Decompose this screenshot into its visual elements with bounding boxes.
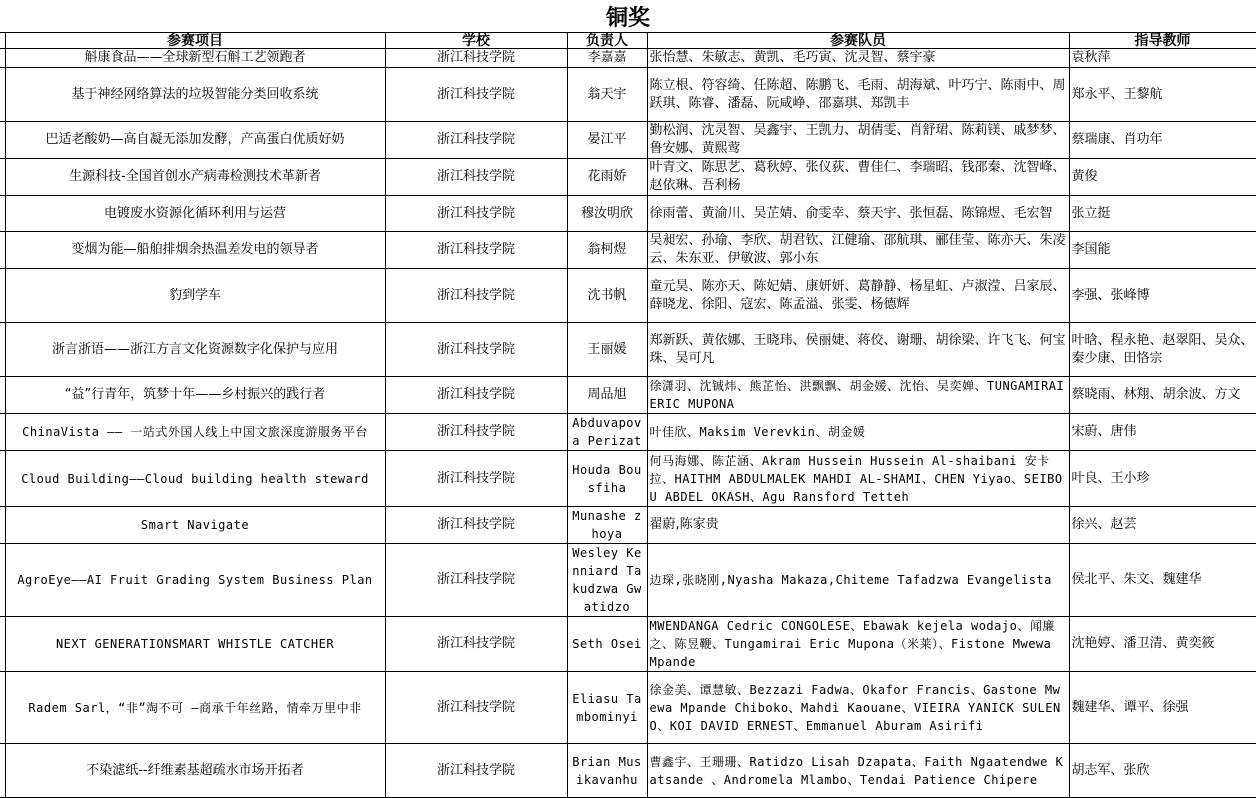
team-cell[interactable]: 郑新跃、黄依娜、王晓玮、侯丽婕、蒋佼、谢珊、胡徐梁、许飞飞、何宝珠、吴可凡 [647, 323, 1069, 377]
school-cell[interactable]: 浙江科技学院 [385, 232, 567, 269]
leader-cell[interactable]: 穆汝明欣 [567, 196, 647, 232]
project-cell[interactable]: NEXT GENERATIONSMART WHISTLE CATCHER [5, 617, 385, 672]
school-cell[interactable]: 浙江科技学院 [385, 544, 567, 617]
table-body [0, 49, 1256, 798]
team-cell[interactable]: 勤松润、沈灵智、吴鑫宇、王凯力、胡倩雯、肖舒珺、陈莉镁、戚梦梦、鲁安娜、黄熙莺 [647, 122, 1069, 159]
table-row [0, 196, 1256, 232]
leader-cell[interactable]: 翁柯煜 [567, 232, 647, 269]
teacher-cell[interactable]: 侯北平、朱文、魏建华 [1069, 544, 1256, 617]
table-row [0, 414, 1256, 451]
table-row [0, 159, 1256, 196]
leader-cell[interactable]: 晏江平 [567, 122, 647, 159]
leader-cell[interactable]: Seth Osei [567, 617, 647, 672]
project-cell[interactable]: 生源科技-全国首创水产病毒检测技术革新者 [5, 159, 385, 196]
table-row [0, 544, 1256, 617]
table-row [0, 617, 1256, 672]
table-row [0, 323, 1256, 377]
school-cell[interactable]: 浙江科技学院 [385, 196, 567, 232]
project-cell[interactable]: “益”行青年，筑梦十年——乡村振兴的践行者 [5, 377, 385, 414]
header-school[interactable]: 学校 [385, 33, 567, 49]
header-project[interactable]: 参赛项目 [5, 33, 385, 49]
leader-cell[interactable]: Munashe zhoya [567, 507, 647, 544]
leader-cell[interactable]: Houda Bousfiha [567, 451, 647, 507]
school-cell[interactable]: 浙江科技学院 [385, 323, 567, 377]
teacher-cell[interactable]: 李强、张峰博 [1069, 269, 1256, 323]
school-cell[interactable]: 浙江科技学院 [385, 68, 567, 122]
teacher-cell[interactable]: 徐兴、赵芸 [1069, 507, 1256, 544]
header-teacher[interactable]: 指导教师 [1069, 33, 1256, 49]
school-cell[interactable]: 浙江科技学院 [385, 122, 567, 159]
project-cell[interactable]: Smart Navigate [5, 507, 385, 544]
sheet-title: 铜奖 [0, 0, 1256, 33]
teacher-cell[interactable]: 宋蔚、唐伟 [1069, 414, 1256, 451]
teacher-cell[interactable]: 叶晗、程永艳、赵翠阳、吴众、秦少康、田恪宗 [1069, 323, 1256, 377]
leader-cell[interactable]: Wesley Kenniard Takudzwa Gwatidzo [567, 544, 647, 617]
team-cell[interactable]: 叶青文、陈思艺、葛秋婷、张仪荻、曹佳仁、李瑞昭、钱邵秦、沈智峰、赵依琳、吾利杨 [647, 159, 1069, 196]
team-cell[interactable]: 徐雨蕾、黄渝川、吴芷婧、俞雯幸、蔡天宇、张恒磊、陈锦煜、毛宏智 [647, 196, 1069, 232]
leader-cell[interactable]: 王丽媛 [567, 323, 647, 377]
project-cell[interactable]: 巴适老酸奶—高自凝无添加发酵，产高蛋白优质好奶 [5, 122, 385, 159]
teacher-cell[interactable]: 魏建华、谭平、徐强 [1069, 672, 1256, 744]
table-row [0, 68, 1256, 122]
teacher-cell[interactable]: 蔡晓雨、林翔、胡余波、方文 [1069, 377, 1256, 414]
project-cell[interactable]: 基于神经网络算法的垃圾智能分类回收系统 [5, 68, 385, 122]
project-cell[interactable]: AgroEye——AI Fruit Grading System Business Plan [5, 544, 385, 617]
teacher-cell[interactable]: 郑永平、王黎航 [1069, 68, 1256, 122]
project-cell[interactable]: Cloud Building——Cloud building health steward [5, 451, 385, 507]
project-cell[interactable]: 豹到学车 [5, 269, 385, 323]
project-cell[interactable]: 电镀废水资源化循环利用与运营 [5, 196, 385, 232]
project-cell[interactable]: Radem Sarl，“非”淘不可 —商承千年丝路，情牵万里中非 [5, 672, 385, 744]
awards-table [0, 32, 1256, 798]
project-cell[interactable]: 变烟为能—船舶排烟余热温差发电的领导者 [5, 232, 385, 269]
team-cell[interactable]: 徐金美、谭慧敏、Bezzazi Fadwa、Okafor Francis、Gastone Mwewa Mpande Chiboko、Mahdi Kaouane、VIEIRA YANICK SULENO、KOI DAVID ERNEST、Emmanuel Aburam Asirifi [647, 672, 1069, 744]
teacher-cell[interactable]: 张立挺 [1069, 196, 1256, 232]
team-cell[interactable]: 张怡慧、朱敏志、黄凯、毛巧寅、沈灵智、蔡宇豪 [647, 49, 1069, 68]
teacher-cell[interactable]: 李国能 [1069, 232, 1256, 269]
table-row [0, 49, 1256, 68]
leader-cell[interactable]: 沈书帆 [567, 269, 647, 323]
table-row [0, 269, 1256, 323]
table-row [0, 232, 1256, 269]
school-cell[interactable]: 浙江科技学院 [385, 414, 567, 451]
table-row [0, 122, 1256, 159]
teacher-cell[interactable]: 黄俊 [1069, 159, 1256, 196]
teacher-cell[interactable]: 沈艳婷、潘卫清、黄奕筱 [1069, 617, 1256, 672]
school-cell[interactable]: 浙江科技学院 [385, 49, 567, 68]
header-leader[interactable]: 负责人 [567, 33, 647, 49]
team-cell[interactable]: 陈立根、符容绮、任陈超、陈鹏飞、毛雨、胡海斌、叶巧宁、陈雨中、周跃琪、陈睿、潘磊、阮咸峥、邵嘉琪、郑凯丰 [647, 68, 1069, 122]
teacher-cell[interactable]: 叶良、王小珍 [1069, 451, 1256, 507]
team-cell[interactable]: 曹鑫宇、王珊珊、Ratidzo Lisah Dzapata、Faith Ngaatendwe Katsande 、Andromela Mlambo、Tendai Patience Chipere [647, 744, 1069, 798]
project-cell[interactable]: 斛康食品——全球新型石斛工艺领跑者 [5, 49, 385, 68]
school-cell[interactable]: 浙江科技学院 [385, 617, 567, 672]
table-row [0, 672, 1256, 744]
table-row [0, 744, 1256, 798]
project-cell[interactable]: 浙言浙语——浙江方言文化资源数字化保护与应用 [5, 323, 385, 377]
leader-cell[interactable]: 翁天宇 [567, 68, 647, 122]
team-cell[interactable]: 何马海娜、陈芷涵、Akram Hussein Hussein Al-shaibani 安卡拉、HAITHM ABDULMALEK MAHDI AL-SHAMI、CHEN Yiyao、SEIBOU ABDEL OKASH、Agu Ransford Tetteh [647, 451, 1069, 507]
table-row [0, 377, 1256, 414]
leader-cell[interactable]: 花雨娇 [567, 159, 647, 196]
school-cell[interactable]: 浙江科技学院 [385, 269, 567, 323]
project-cell[interactable]: ChinaVista —— 一站式外国人线上中国文旅深度游服务平台 [5, 414, 385, 451]
leader-cell[interactable]: 李嘉嘉 [567, 49, 647, 68]
project-cell[interactable]: 不染滤纸--纤维素基超疏水市场开拓者 [5, 744, 385, 798]
leader-cell[interactable]: 周品旭 [567, 377, 647, 414]
team-cell[interactable]: MWENDANGA Cedric CONGOLESE、Ebawak kejela wodajo、闻廉之、陈昱鞭、Tungamirai Eric Mupona（米莱）、Fistone Mwewa Mpande [647, 617, 1069, 672]
school-cell[interactable]: 浙江科技学院 [385, 507, 567, 544]
team-cell[interactable]: 叶佳欣、Maksim Verevkin、胡金媛 [647, 414, 1069, 451]
header-row [0, 33, 1256, 49]
leader-cell[interactable]: Abduvapova Perizat [567, 414, 647, 451]
team-cell[interactable]: 吴昶宏、孙瑜、李欣、胡君钦、江健瑜、邵航琪、郦佳莹、陈亦天、朱凌云、朱东亚、伊敏波、郭小东 [647, 232, 1069, 269]
school-cell[interactable]: 浙江科技学院 [385, 451, 567, 507]
leader-cell[interactable]: Eliasu Tambominyi [567, 672, 647, 744]
teacher-cell[interactable]: 袁秋萍 [1069, 49, 1256, 68]
team-cell[interactable]: 边琛,张晓刚,Nyasha Makaza,Chiteme Tafadzwa Evangelista [647, 544, 1069, 617]
team-cell[interactable]: 童元昊、陈亦天、陈妃婧、康妍妍、葛静静、杨星虹、卢淑滢、吕家辰、薛晓龙、徐阳、寇宏、陈孟溢、张雯、杨德辉 [647, 269, 1069, 323]
teacher-cell[interactable]: 蔡瑞康、肖功年 [1069, 122, 1256, 159]
school-cell[interactable]: 浙江科技学院 [385, 672, 567, 744]
school-cell[interactable]: 浙江科技学院 [385, 744, 567, 798]
teacher-cell[interactable]: 胡志军、张欣 [1069, 744, 1256, 798]
header-team[interactable]: 参赛队员 [647, 33, 1069, 49]
table-row [0, 507, 1256, 544]
team-cell[interactable]: 徐潇羽、沈铖炜、熊芷怡、洪飘飘、胡金媛、沈怡、吴奕婵、TUNGAMIRAI ERIC MUPONA [647, 377, 1069, 414]
leader-cell[interactable]: Brian Musikavanhu [567, 744, 647, 798]
school-cell[interactable]: 浙江科技学院 [385, 159, 567, 196]
school-cell[interactable]: 浙江科技学院 [385, 377, 567, 414]
team-cell[interactable]: 翟蔚,陈家贵 [647, 507, 1069, 544]
table-row [0, 451, 1256, 507]
